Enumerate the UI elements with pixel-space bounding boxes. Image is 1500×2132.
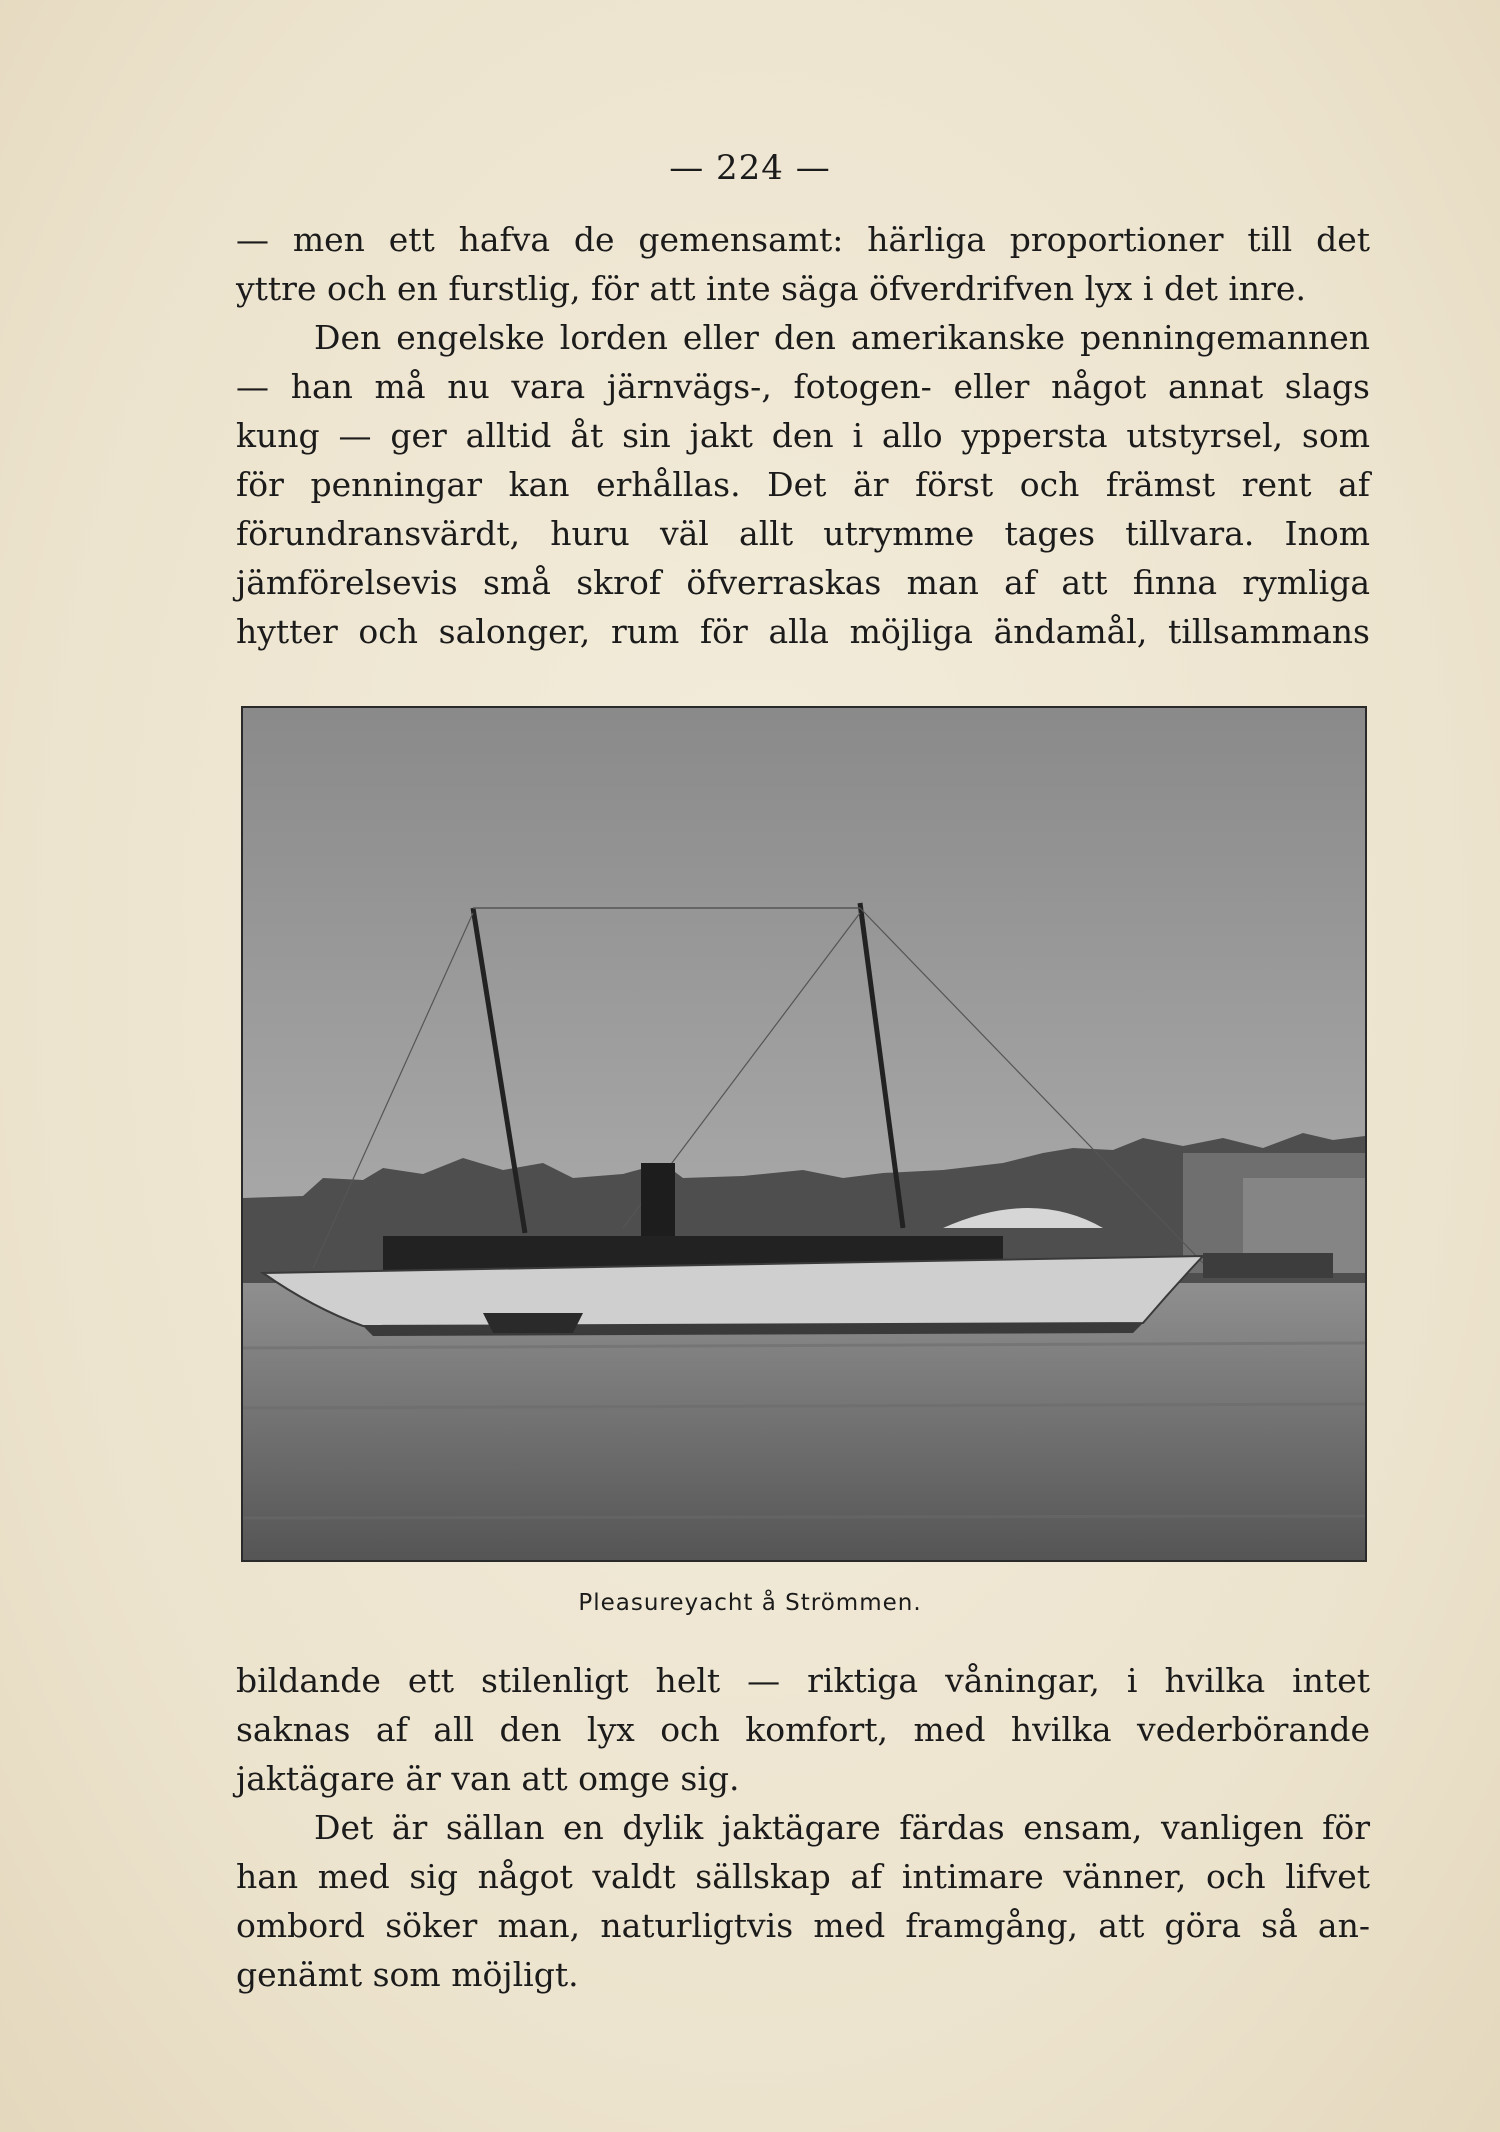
text-line: Det är sällan en dylik jaktägare färdas ensam, vanligen för — [314, 1808, 1370, 1847]
yacht-photo-illustration — [243, 708, 1365, 1560]
text-line: hytter och salonger, rum för alla möjliga ändamål, tillsammans — [236, 612, 1370, 651]
text-line: han med sig något valdt sällskap af intimare vänner, och lifvet — [236, 1857, 1370, 1896]
text-line: ombord söker man, naturligtvis med framgång, att göra så an- — [236, 1906, 1370, 1945]
figure-caption: Pleasureyacht å Strömmen. — [578, 1590, 922, 1616]
text-line: — men ett hafva de gemensamt: härliga proportioner till det — [236, 220, 1370, 259]
text-line: för penningar kan erhållas. Det är först och främst rent af — [236, 465, 1370, 504]
text-line: Den engelske lorden eller den amerikanske penningemannen — [314, 318, 1370, 357]
text-line: bildande ett stilenligt helt — riktiga våningar, i hvilka intet — [236, 1661, 1370, 1700]
text-line: förundransvärdt, huru väl allt utrymme tages tillvara. Inom — [236, 514, 1370, 553]
text-bottom — [236, 1656, 1370, 1999]
text-line: — han må nu vara järnvägs-, fotogen- eller något annat slags — [236, 367, 1370, 406]
text-line: jaktägare är van att omge sig. — [236, 1759, 740, 1798]
text-line: jämförelsevis små skrof öfverraskas man af att finna rymliga — [236, 563, 1370, 602]
text-line: kung — ger alltid åt sin jakt den i allo yppersta utstyrsel, som — [236, 416, 1370, 455]
yacht-photograph — [241, 706, 1367, 1562]
text-line: yttre och en furstlig, för att inte säga öfverdrifven lyx i det inre. — [236, 269, 1306, 308]
text-line: saknas af all den lyx och komfort, med hvilka vederbörande — [236, 1710, 1370, 1749]
text-line: genämt som möjligt. — [236, 1955, 579, 1994]
text-top — [236, 215, 1370, 656]
page-number: — 224 — — [669, 148, 831, 188]
